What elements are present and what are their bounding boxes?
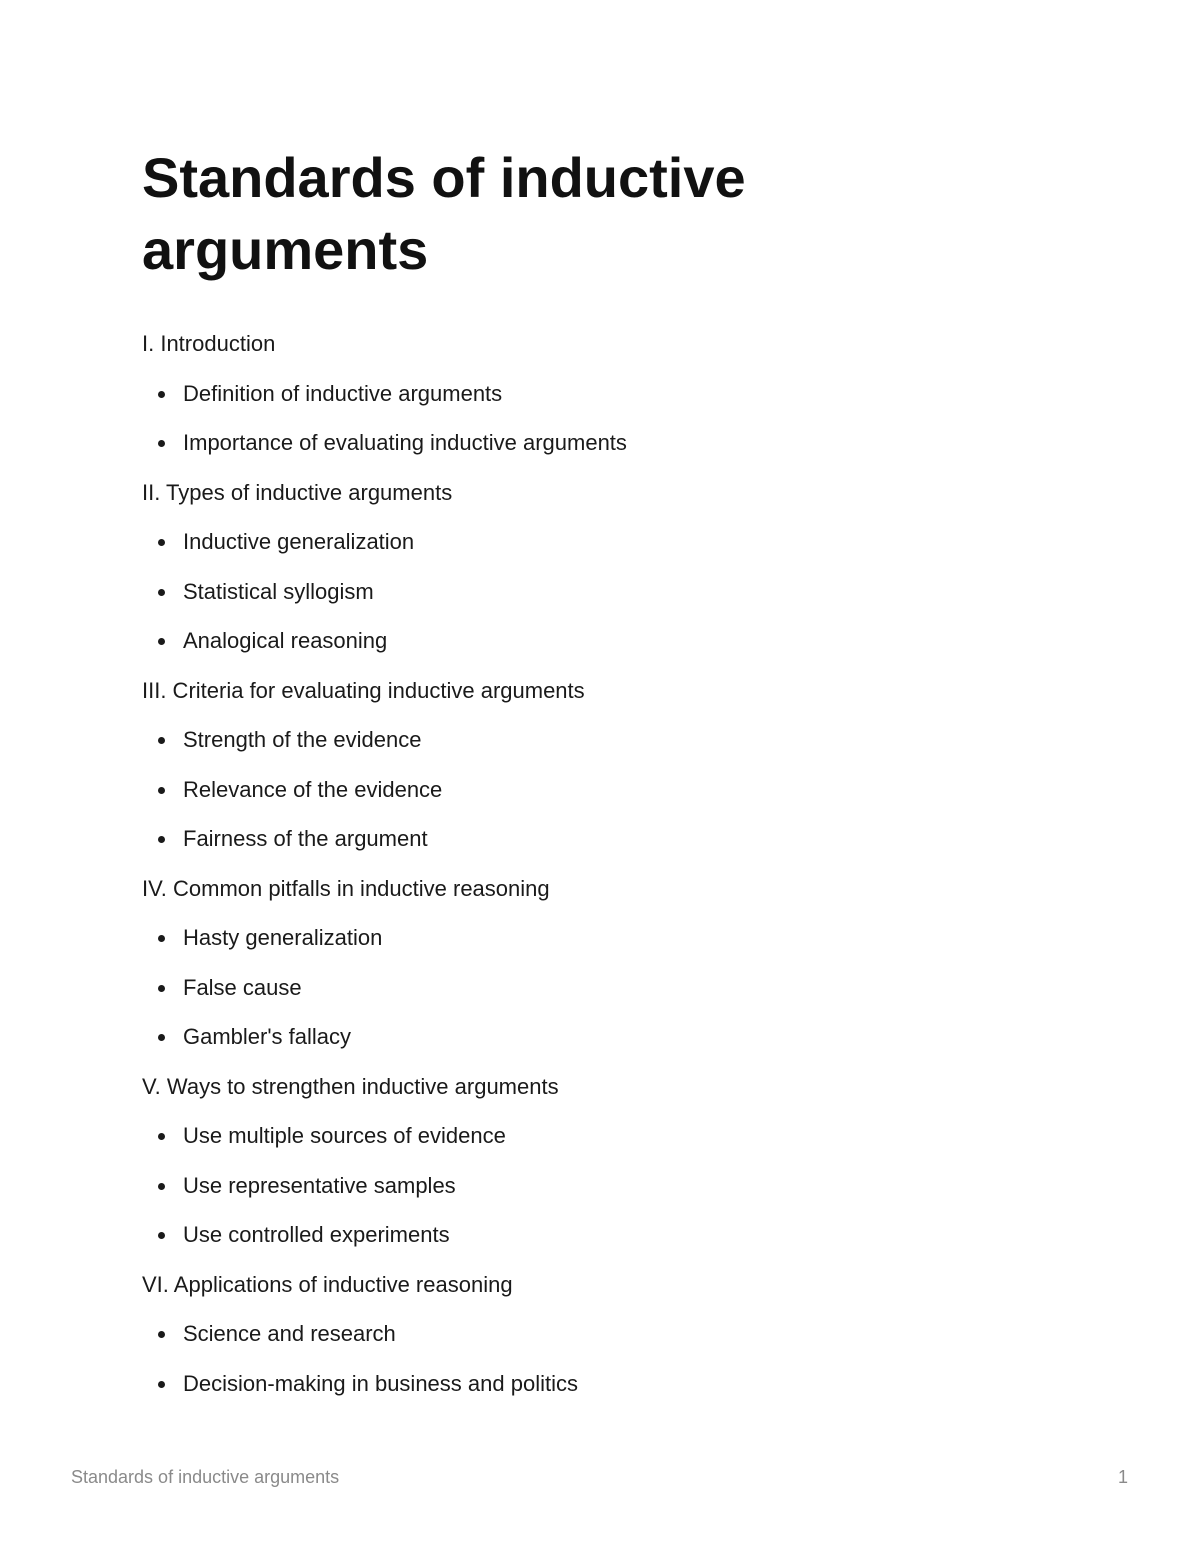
bullet-icon	[158, 1133, 165, 1140]
list-item-label: Gambler's fallacy	[183, 1024, 352, 1049]
bullet-icon	[158, 935, 165, 942]
bullet-icon	[158, 440, 165, 447]
section-heading-strengthen: V. Ways to strengthen inductive arguments	[142, 1073, 559, 1099]
bullet-icon	[158, 787, 165, 794]
section-heading-types: II. Types of inductive arguments	[142, 479, 453, 505]
list-item	[142, 526, 1042, 576]
bullet-icon	[158, 985, 165, 992]
bullet-icon	[158, 1034, 165, 1041]
list-item	[142, 1219, 1042, 1269]
list-item-label: Use multiple sources of evidence	[183, 1123, 506, 1148]
list-item	[142, 724, 1042, 774]
list-item-label: Importance of evaluating inductive arguments	[183, 430, 627, 455]
list-item-label: Hasty generalization	[183, 925, 383, 950]
list-item	[142, 823, 1042, 873]
bullet-icon	[158, 638, 165, 645]
list-item-label: Decision-making in business and politics	[183, 1370, 578, 1396]
list-item-label: Use representative samples	[183, 1172, 456, 1198]
bullet-icon	[158, 539, 165, 546]
list-item-label: False cause	[183, 974, 302, 1000]
list-item-label: Relevance of the evidence	[183, 776, 443, 802]
list-item-label: Strength of the evidence	[183, 727, 422, 752]
bullet-icon	[158, 836, 165, 843]
footer-page-number: 1	[1117, 1467, 1128, 1487]
bullet-icon	[158, 737, 165, 744]
list-item	[142, 378, 1042, 428]
list-item-label: Use controlled experiments	[183, 1222, 450, 1247]
list-item	[142, 774, 1042, 824]
list-item-label: Definition of inductive arguments	[183, 380, 503, 406]
page-title: Standards of inductive arguments	[142, 146, 746, 281]
list-item	[142, 922, 1042, 972]
list-item	[142, 1368, 1042, 1418]
list-item	[142, 1021, 1042, 1071]
section-heading-criteria: III. Criteria for evaluating inductive arguments	[142, 677, 585, 703]
list-item-label: Analogical reasoning	[183, 628, 388, 653]
section-heading-introduction: I. Introduction	[142, 331, 276, 356]
bullet-icon	[158, 1331, 165, 1338]
list-item	[142, 576, 1042, 626]
list-item-label: Fairness of the argument	[183, 826, 428, 851]
list-item	[142, 972, 1042, 1022]
list-item	[142, 1170, 1042, 1220]
bullet-icon	[158, 589, 165, 596]
list-item	[142, 427, 1042, 477]
bullet-icon	[158, 1232, 165, 1239]
list-item-label: Science and research	[183, 1321, 396, 1346]
outline	[142, 328, 1042, 1417]
list-item	[142, 1120, 1042, 1170]
bullet-icon	[158, 1183, 165, 1190]
section-heading-pitfalls: IV. Common pitfalls in inductive reasoning	[142, 875, 550, 901]
list-item-label: Statistical syllogism	[183, 578, 374, 604]
bullet-icon	[158, 1381, 165, 1388]
footer-document-title: Standards of inductive arguments	[71, 1467, 340, 1487]
list-item	[142, 1318, 1042, 1368]
list-item-label: Inductive generalization	[183, 529, 415, 554]
list-item	[142, 625, 1042, 675]
section-heading-applications: VI. Applications of inductive reasoning	[142, 1271, 513, 1297]
bullet-icon	[158, 391, 165, 398]
